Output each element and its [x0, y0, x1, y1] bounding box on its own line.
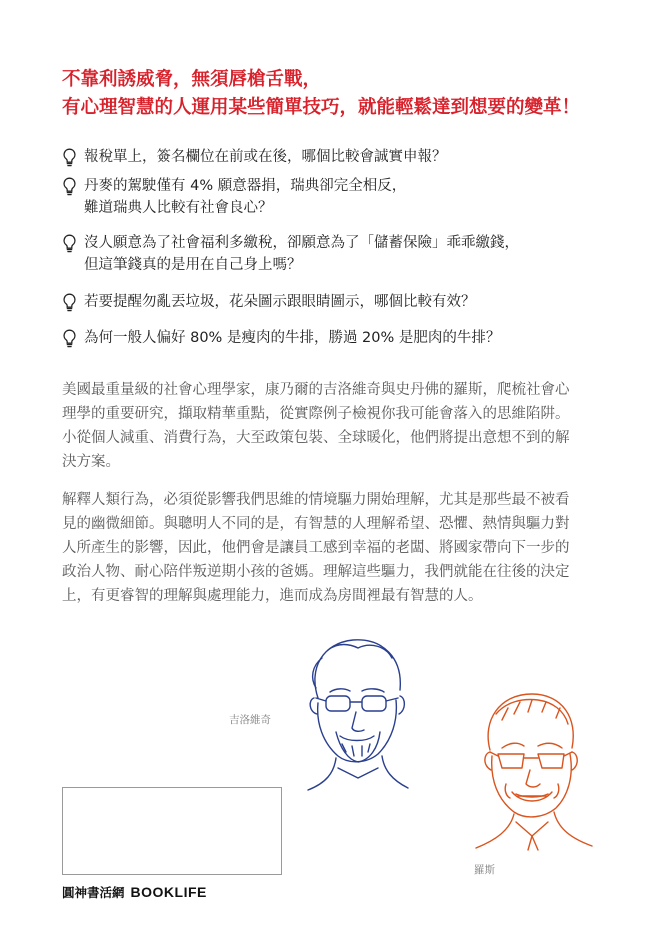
paragraph-line: 決方案。 [62, 454, 120, 470]
lightbulb-icon [62, 329, 77, 348]
portrait-ross [452, 684, 612, 854]
portrait-gilovich [278, 628, 438, 798]
lightbulb-icon [62, 177, 77, 196]
paragraph-line: 人所產生的影響，因此，他們會是讓員工感到幸福的老闆、將國家帶向下一步的 [62, 540, 570, 556]
question-text: 丹麥的駕駛僅有 4% 願意器捐，瑞典卻完全相反， [84, 178, 407, 194]
question-item [62, 291, 476, 313]
publisher-name-cn: 圓神書活網 [62, 885, 125, 900]
publisher-logo [62, 883, 207, 901]
question-text: 若要提醒勿亂丟垃圾，花朵圖示跟眼睛圖示，哪個比較有效？ [84, 294, 476, 310]
body-paragraph [62, 488, 610, 608]
publisher-name-en: BOOKLIFE [130, 884, 207, 900]
portrait-caption-ross: 羅斯 [474, 864, 495, 876]
question-text: 為何一般人偏好 80% 是瘦肉的牛排，勝過 20% 是肥肉的牛排？ [84, 330, 501, 346]
question-item [62, 327, 500, 349]
question-item [62, 175, 406, 219]
paragraph-line: 小從個人減重、消費行為，大至政策包裝、全球暖化，他們將提出意想不到的解 [62, 430, 570, 446]
question-text: 難道瑞典人比較有社會良心？ [84, 200, 273, 216]
lightbulb-icon [62, 293, 77, 312]
barcode-box [62, 787, 282, 875]
lightbulb-icon [62, 234, 77, 253]
question-text: 但這筆錢真的是用在自己身上嗎？ [84, 257, 302, 273]
portrait-caption-gilovich: 吉洛維奇 [229, 714, 271, 726]
question-text: 沒人願意為了社會福利多繳稅，卻願意為了「儲蓄保險」乖乖繳錢， [84, 235, 519, 251]
paragraph-line: 上，有更睿智的理解與處理能力，進而成為房間裡最有智慧的人。 [62, 588, 483, 604]
paragraph-line: 見的幽微細節。與聰明人不同的是，有智慧的人理解希望、恐懼、熱情與驅力對 [62, 516, 570, 532]
paragraph-line: 理學的重要研究，擷取精華重點，從實際例子檢視你我可能會落入的思維陷阱。 [62, 406, 570, 422]
question-item [62, 146, 447, 168]
paragraph-line: 解釋人類行為，必須從影響我們思維的情境驅力開始理解，尤其是那些最不被看 [62, 492, 570, 508]
question-item [62, 232, 519, 276]
paragraph-line: 美國最重量級的社會心理學家，康乃爾的吉洛維奇與史丹佛的羅斯，爬梳社會心 [62, 382, 570, 398]
intro-paragraph [62, 378, 610, 474]
headline-line-2: 有心理智慧的人運用某些簡單技巧，就能輕鬆達到想要的變革！ [62, 97, 581, 118]
headline-line-1: 不靠利誘威脅，無須唇槍舌戰， [62, 69, 322, 90]
question-text: 報稅單上，簽名欄位在前或在後，哪個比較會誠實申報？ [84, 149, 447, 165]
lightbulb-icon [62, 148, 77, 167]
headline [62, 66, 622, 122]
paragraph-line: 政治人物、耐心陪伴叛逆期小孩的爸媽。理解這些驅力，我們就能在往後的決定 [62, 564, 570, 580]
